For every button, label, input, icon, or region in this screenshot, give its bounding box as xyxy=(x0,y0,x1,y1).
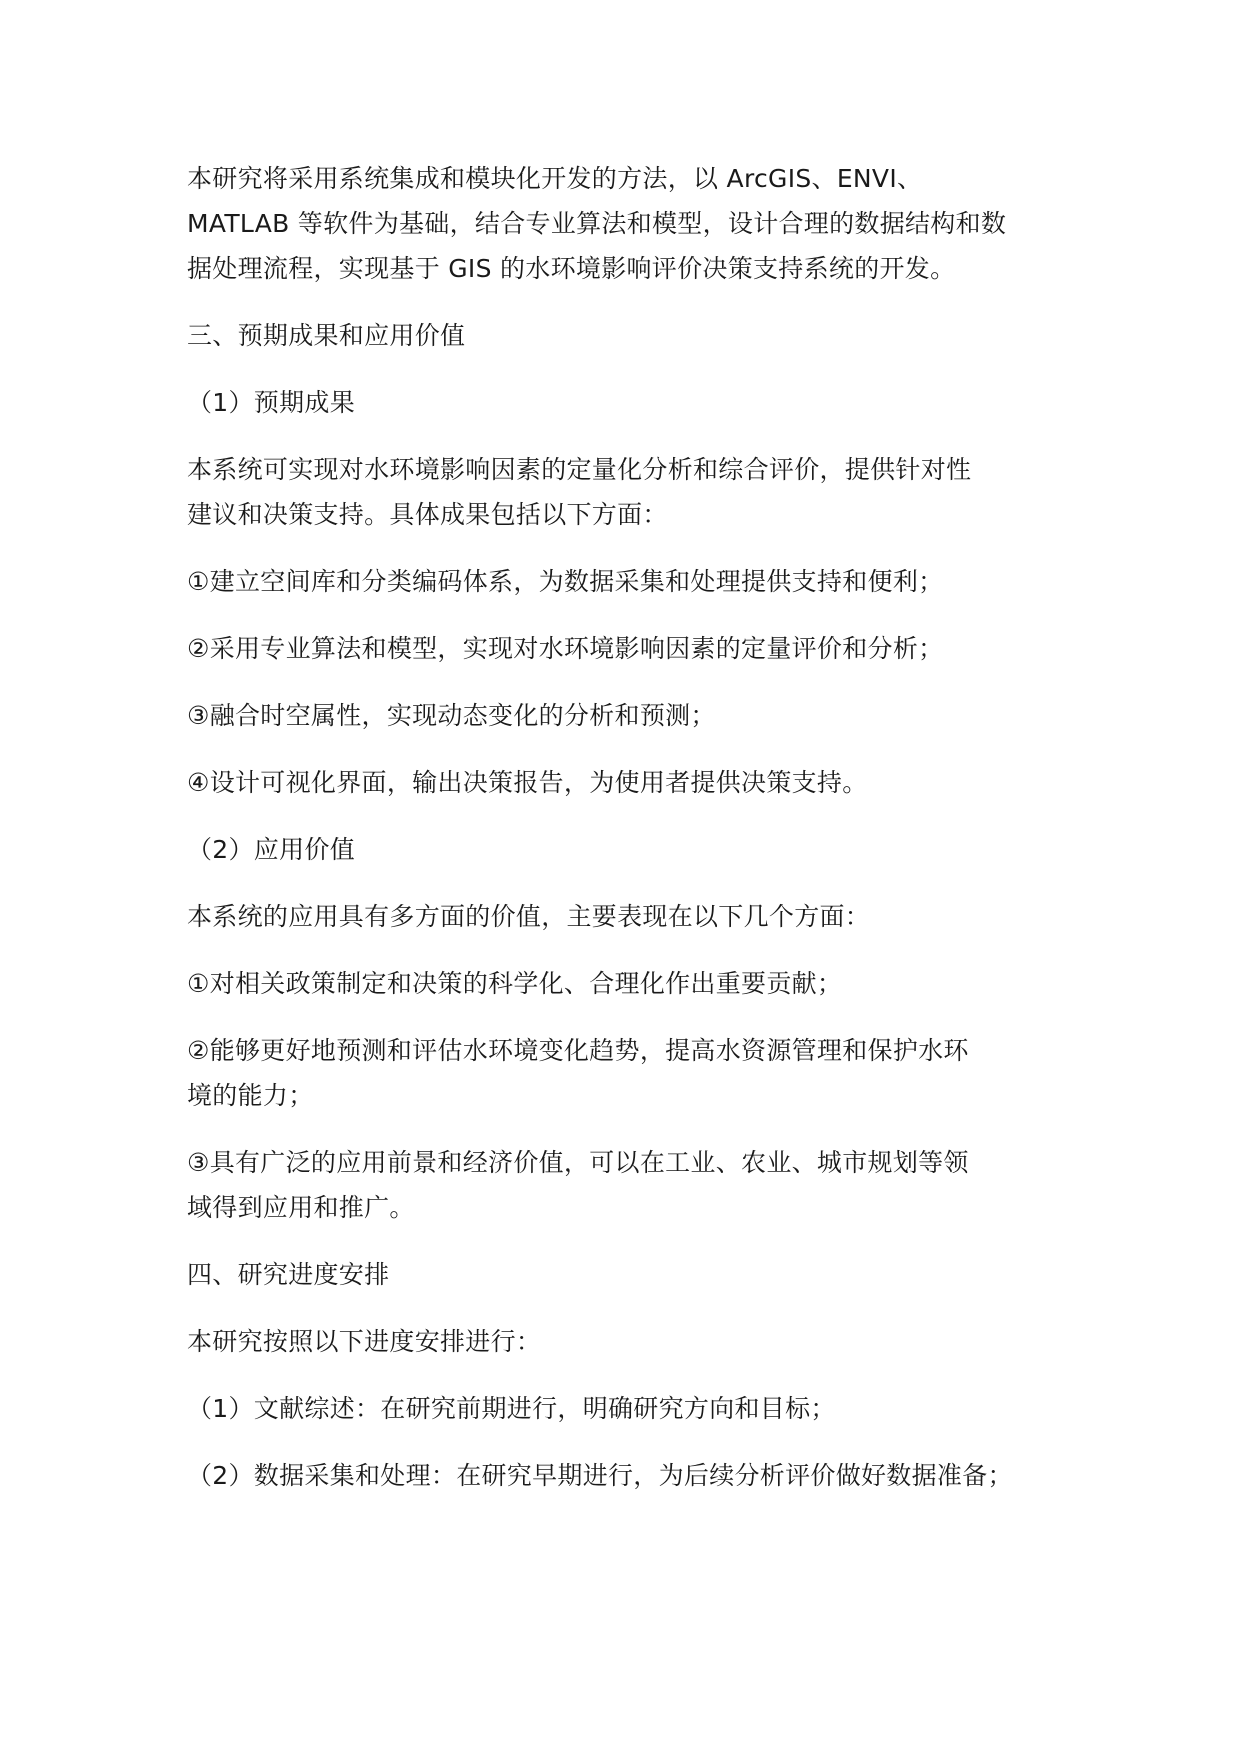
heading-text: （1）预期成果 xyxy=(187,388,356,417)
text-line: 域得到应用和推广。 xyxy=(187,1193,415,1222)
list-item xyxy=(187,1386,1067,1431)
list-item xyxy=(187,626,1067,671)
text-line: 本研究按照以下进度安排进行： xyxy=(187,1327,542,1356)
text-line: 建议和决策支持。具体成果包括以下方面： xyxy=(187,500,668,529)
text-line: 本研究将采用系统集成和模块化开发的方法，以 ArcGIS、ENVI、 xyxy=(187,164,923,193)
paragraph-value-intro xyxy=(187,894,1067,939)
paragraph-outcome-intro xyxy=(187,447,1067,537)
text-line: 境的能力； xyxy=(187,1081,314,1110)
text-line: 本系统可实现对水环境影响因素的定量化分析和综合评价，提供针对性 xyxy=(187,455,972,484)
text-line: （1）文献综述：在研究前期进行，明确研究方向和目标； xyxy=(187,1394,836,1423)
text-line: 本系统的应用具有多方面的价值，主要表现在以下几个方面： xyxy=(187,902,871,931)
heading-text: （2）应用价值 xyxy=(187,835,356,864)
list-item xyxy=(187,693,1067,738)
list-item xyxy=(187,961,1067,1006)
text-line: ①对相关政策制定和决策的科学化、合理化作出重要贡献； xyxy=(187,969,843,998)
list-item xyxy=(187,1028,1067,1118)
paragraph-method-intro xyxy=(187,156,1067,291)
heading-text: 三、预期成果和应用价值 xyxy=(187,321,466,350)
text-line: （2）数据采集和处理：在研究早期进行，为后续分析评价做好数据准备； xyxy=(187,1461,1013,1490)
text-line: ②能够更好地预测和评估水环境变化趋势，提高水资源管理和保护水环 xyxy=(187,1036,969,1065)
document-body xyxy=(187,156,1067,1520)
text-line: ③融合时空属性，实现动态变化的分析和预测； xyxy=(187,701,716,730)
list-item xyxy=(187,1453,1067,1498)
paragraph-schedule-intro xyxy=(187,1319,1067,1364)
subsection-heading xyxy=(187,380,1067,425)
section-heading xyxy=(187,313,1067,358)
text-line: ②采用专业算法和模型，实现对水环境影响因素的定量评价和分析； xyxy=(187,634,944,663)
heading-text: 四、研究进度安排 xyxy=(187,1260,390,1289)
section-heading xyxy=(187,1252,1067,1297)
text-line: 据处理流程，实现基于 GIS 的水环境影响评价决策支持系统的开发。 xyxy=(187,254,956,283)
text-line: ④设计可视化界面，输出决策报告，为使用者提供决策支持。 xyxy=(187,768,868,797)
list-item xyxy=(187,760,1067,805)
list-item xyxy=(187,559,1067,604)
text-line: MATLAB 等软件为基础，结合专业算法和模型，设计合理的数据结构和数 xyxy=(187,209,1007,238)
list-item xyxy=(187,1140,1067,1230)
subsection-heading xyxy=(187,827,1067,872)
text-line: ①建立空间库和分类编码体系，为数据采集和处理提供支持和便利； xyxy=(187,567,944,596)
text-line: ③具有广泛的应用前景和经济价值，可以在工业、农业、城市规划等领 xyxy=(187,1148,969,1177)
